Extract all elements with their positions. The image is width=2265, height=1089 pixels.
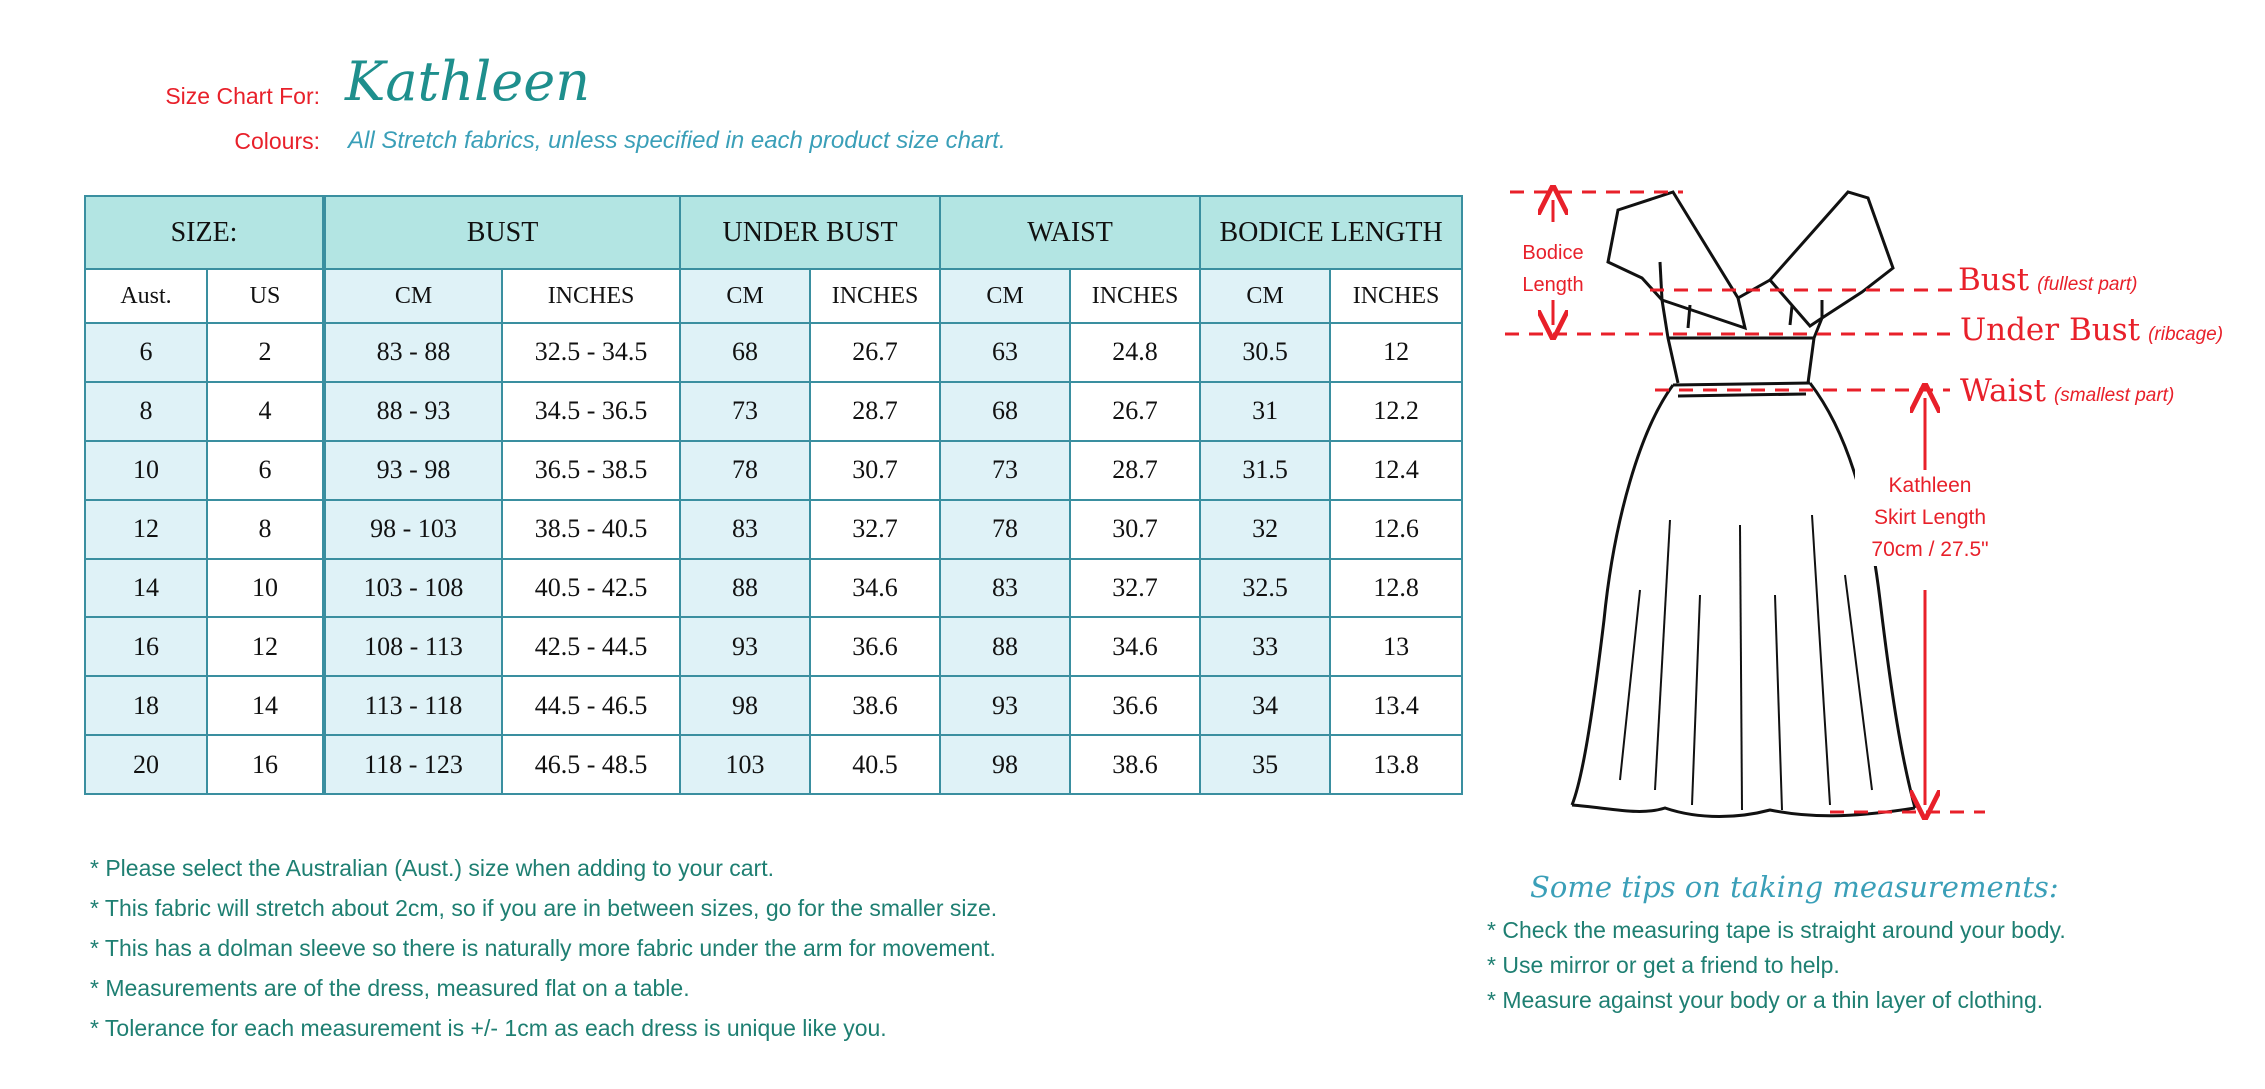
table-cell: 8 (207, 500, 324, 559)
under-bust-label (1960, 312, 2223, 348)
note-line: * Measurements are of the dress, measured flat on a table. (90, 975, 690, 1001)
table-cell: 2 (207, 323, 324, 382)
table-cell: 42.5 - 44.5 (502, 617, 680, 676)
waist-label (1960, 373, 2174, 409)
table-cell: 34.5 - 36.5 (502, 382, 680, 441)
subheader-bodice-cm: CM (1200, 269, 1330, 323)
group-header-size: SIZE: (85, 196, 324, 269)
table-cell: 12 (1330, 323, 1462, 382)
table-cell: 12 (207, 617, 324, 676)
table-cell: 88 (680, 559, 810, 618)
size-chart-label: Size Chart For: (165, 83, 320, 109)
table-cell: 40.5 - 42.5 (502, 559, 680, 618)
table-cell: 83 (680, 500, 810, 559)
table-cell: 33 (1200, 617, 1330, 676)
table-cell: 32.7 (1070, 559, 1200, 618)
table-cell: 4 (207, 382, 324, 441)
table-cell: 32 (1200, 500, 1330, 559)
table-cell: 24.8 (1070, 323, 1200, 382)
table-cell: 40.5 (810, 735, 940, 794)
skirt-length-label (1855, 470, 2005, 566)
tip-line: * Check the measuring tape is straight around your body. (1487, 917, 2066, 943)
table-cell: 6 (207, 441, 324, 500)
table-cell: 93 (680, 617, 810, 676)
subheader-us: US (207, 269, 324, 323)
table-cell: 12 (85, 500, 207, 559)
table-cell: 31 (1200, 382, 1330, 441)
subheader-bust-inches: INCHES (502, 269, 680, 323)
skirt-label-line: 70cm / 27.5" (1871, 538, 1989, 561)
note-line: * This has a dolman sleeve so there is naturally more fabric under the arm for movement. (90, 935, 996, 961)
note-line: * Please select the Australian (Aust.) size when adding to your cart. (90, 855, 774, 881)
subheader-bust-cm: CM (324, 269, 502, 323)
table-cell: 98 (940, 735, 1070, 794)
subheader-aust: Aust. (85, 269, 207, 323)
waist-label-text: Waist (1960, 373, 2046, 409)
table-cell: 36.6 (1070, 676, 1200, 735)
subheader-underbust-inches: INCHES (810, 269, 940, 323)
table-cell: 8 (85, 382, 207, 441)
table-cell: 26.7 (1070, 382, 1200, 441)
subheader-bodice-inches: INCHES (1330, 269, 1462, 323)
table-cell: 30.5 (1200, 323, 1330, 382)
table-cell: 46.5 - 48.5 (502, 735, 680, 794)
table-cell: 26.7 (810, 323, 940, 382)
table-cell: 73 (680, 382, 810, 441)
table-cell: 98 - 103 (324, 500, 502, 559)
table-cell: 93 - 98 (324, 441, 502, 500)
bodice-label-line: Bodice (1522, 242, 1584, 264)
table-cell: 78 (940, 500, 1070, 559)
table-cell: 68 (940, 382, 1070, 441)
group-header-bodice-length: BODICE LENGTH (1200, 196, 1462, 269)
table-cell: 83 (940, 559, 1070, 618)
table-cell: 88 (940, 617, 1070, 676)
bust-label-note: (fullest part) (2037, 274, 2138, 295)
table-cell: 32.5 (1200, 559, 1330, 618)
table-cell: 16 (85, 617, 207, 676)
waist-label-note: (smallest part) (2053, 385, 2175, 406)
table-cell: 18 (85, 676, 207, 735)
tip-line: * Measure against your body or a thin layer of clothing. (1487, 987, 2044, 1013)
table-cell: 103 - 108 (324, 559, 502, 618)
product-title: Kathleen (345, 50, 590, 113)
bust-label-text: Bust (1958, 262, 2030, 298)
under-bust-label-text: Under Bust (1960, 312, 2141, 348)
table-cell: 31.5 (1200, 441, 1330, 500)
group-header-waist: WAIST (940, 196, 1200, 269)
group-header-bust: BUST (324, 196, 680, 269)
skirt-label-line: Skirt Length (1873, 506, 1987, 529)
table-cell: 30.7 (810, 441, 940, 500)
table-cell: 108 - 113 (324, 617, 502, 676)
table-cell: 20 (85, 735, 207, 794)
table-cell: 63 (940, 323, 1070, 382)
table-cell: 14 (207, 676, 324, 735)
table-cell: 13 (1330, 617, 1462, 676)
table-cell: 36.5 - 38.5 (502, 441, 680, 500)
table-cell: 14 (85, 559, 207, 618)
tip-line: * Use mirror or get a friend to help. (1487, 952, 1840, 978)
tips-title: Some tips on taking measurements: (1530, 870, 2059, 904)
table-cell: 13.8 (1330, 735, 1462, 794)
table-cell: 68 (680, 323, 810, 382)
table-cell: 88 - 93 (324, 382, 502, 441)
table-cell: 12.2 (1330, 382, 1462, 441)
colours-label: Colours: (234, 128, 320, 154)
table-cell: 73 (940, 441, 1070, 500)
under-bust-label-note: (ribcage) (2148, 324, 2224, 345)
table-cell: 34.6 (1070, 617, 1200, 676)
table-cell: 38.6 (1070, 735, 1200, 794)
table-cell: 34.6 (810, 559, 940, 618)
bodice-length-label (1510, 237, 1596, 301)
table-cell: 6 (85, 323, 207, 382)
table-cell: 12.4 (1330, 441, 1462, 500)
table-cell: 44.5 - 46.5 (502, 676, 680, 735)
subheader-underbust-cm: CM (680, 269, 810, 323)
table-cell: 34 (1200, 676, 1330, 735)
table-cell: 38.5 - 40.5 (502, 500, 680, 559)
table-cell: 35 (1200, 735, 1330, 794)
table-cell: 38.6 (810, 676, 940, 735)
table-cell: 12.8 (1330, 559, 1462, 618)
subheader-waist-inches: INCHES (1070, 269, 1200, 323)
subheader-waist-cm: CM (940, 269, 1070, 323)
table-cell: 78 (680, 441, 810, 500)
table-cell: 28.7 (810, 382, 940, 441)
table-cell: 103 (680, 735, 810, 794)
table-cell: 10 (85, 441, 207, 500)
skirt-label-line: Kathleen (1888, 474, 1972, 497)
table-cell: 36.6 (810, 617, 940, 676)
group-header-under-bust: UNDER BUST (680, 196, 940, 269)
note-line: * Tolerance for each measurement is +/- 1cm as each dress is unique like you. (90, 1015, 887, 1041)
table-cell: 10 (207, 559, 324, 618)
table-cell: 83 - 88 (324, 323, 502, 382)
table-cell: 32.7 (810, 500, 940, 559)
bust-label (1958, 262, 2137, 298)
table-cell: 118 - 123 (324, 735, 502, 794)
table-cell: 93 (940, 676, 1070, 735)
table-cell: 98 (680, 676, 810, 735)
table-cell: 32.5 - 34.5 (502, 323, 680, 382)
table-cell: 13.4 (1330, 676, 1462, 735)
table-cell: 113 - 118 (324, 676, 502, 735)
colours-value: All Stretch fabrics, unless specified in each product size chart. (348, 127, 1006, 154)
bodice-label-line: Length (1522, 274, 1584, 296)
table-cell: 12.6 (1330, 500, 1462, 559)
table-cell: 28.7 (1070, 441, 1200, 500)
table-cell: 30.7 (1070, 500, 1200, 559)
note-line: * This fabric will stretch about 2cm, so if you are in between sizes, go for the smaller size. (90, 895, 998, 921)
table-cell: 16 (207, 735, 324, 794)
